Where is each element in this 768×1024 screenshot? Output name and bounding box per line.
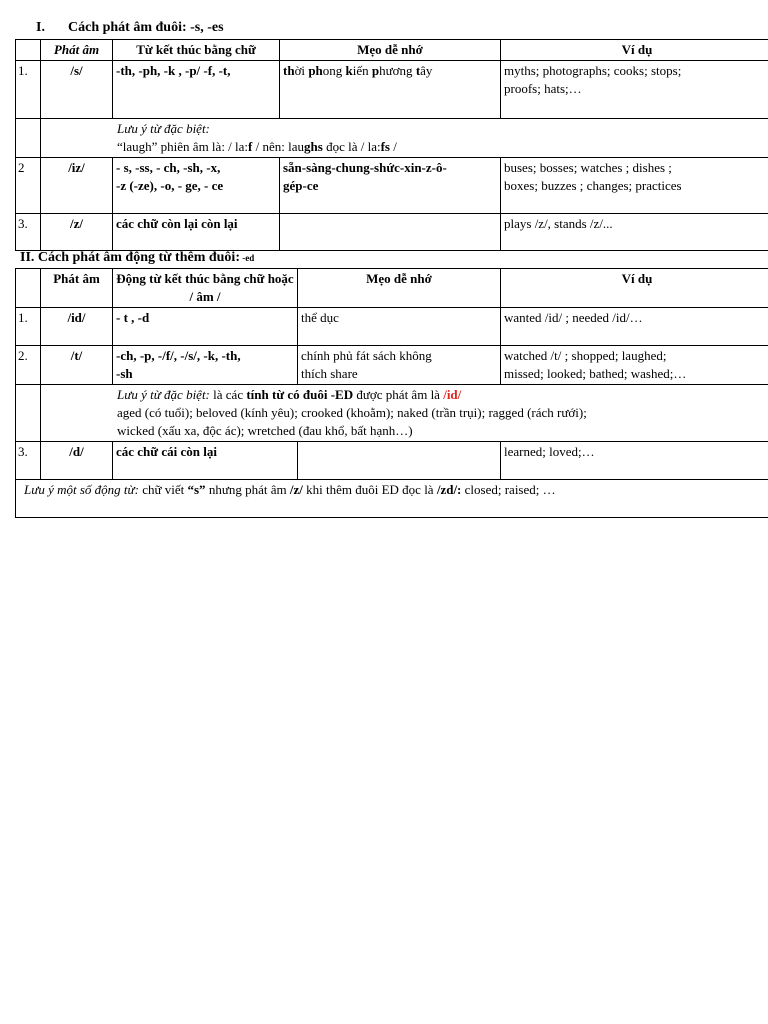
ending-line: -z (-ze), -o, - ge, - ce xyxy=(116,178,224,193)
row-number: 2. xyxy=(16,346,41,385)
tip-line: sẵn-sàng-chung-shức-xin-z-ô- xyxy=(283,160,447,175)
note-row xyxy=(16,385,768,442)
section-2-title-small: -ed xyxy=(240,253,255,263)
header-cell: Ví dụ xyxy=(501,40,768,61)
row-number: 1. xyxy=(16,308,41,346)
ending-line: -ch, -p, -/f/, -/s/, -k, -th, xyxy=(116,348,241,363)
table-row xyxy=(16,158,768,214)
note-part: /z/ xyxy=(289,482,303,497)
note-part: nhưng phát âm xyxy=(205,482,290,497)
note-line: aged (có tuổi); beloved (kính yêu); crooked (khoằm); naked (trần trụi); ragged (rách rưới); xyxy=(117,405,587,420)
tip-part: ây xyxy=(420,63,433,78)
tip-part: iến xyxy=(352,63,372,78)
tip-part: ph xyxy=(308,63,323,78)
tip-part: th xyxy=(283,63,295,78)
note-part: /zd/: xyxy=(436,482,462,497)
tip-line: gép-ce xyxy=(283,178,319,193)
example-cell xyxy=(501,158,768,214)
tip-part: ời xyxy=(294,63,309,78)
header-cell: Mẹo dễ nhớ xyxy=(298,269,501,308)
ending-cell: - t , -d xyxy=(113,308,298,346)
row-number: 3. xyxy=(16,214,41,251)
header-cell: Phát âm xyxy=(41,40,113,61)
note-highlight: /id/ xyxy=(443,387,462,402)
note-part: / xyxy=(389,139,397,154)
tip-part: ong xyxy=(322,63,346,78)
section-1-table xyxy=(15,39,768,251)
ending-cell: các chữ còn lại còn lại xyxy=(113,214,280,251)
header-cell: Phát âm xyxy=(41,269,113,308)
sound-cell: /s/ xyxy=(41,61,113,119)
tip-part: t xyxy=(415,63,421,78)
note-part: tính từ có đuôi -ED xyxy=(246,387,354,402)
table-header-row xyxy=(16,40,768,61)
note-row xyxy=(16,480,768,518)
note-part: closed; raised; … xyxy=(461,482,556,497)
example-cell: plays /z/, stands /z/... xyxy=(501,214,768,251)
ending-line: -sh xyxy=(116,366,133,381)
note-label: Lưu ý từ đặc biệt: xyxy=(117,387,210,402)
empty-cell xyxy=(16,119,41,158)
ending-cell: -th, -ph, -k , -p/ -f, -t, xyxy=(113,61,280,119)
section-2-table xyxy=(15,268,768,518)
tip-part: p xyxy=(371,63,380,78)
tip-part: k xyxy=(345,63,353,78)
note-part: đọc là / la: xyxy=(322,139,381,154)
section-1-title: Cách phát âm đuôi: -s, -es xyxy=(68,20,224,35)
table-row xyxy=(16,61,768,119)
note-row xyxy=(16,119,768,158)
note-part: ghs xyxy=(304,139,323,154)
example-cell xyxy=(501,61,768,119)
tip-cell xyxy=(280,158,501,214)
ending-cell: các chữ cái còn lại xyxy=(113,442,298,480)
note-line xyxy=(117,386,768,404)
tip-part: hương xyxy=(379,63,416,78)
note-label: Lưu ý một số động từ: xyxy=(24,482,139,497)
example-line: proofs; hats;… xyxy=(504,81,582,96)
tip-line: chính phủ fát sách không xyxy=(301,348,432,363)
tip-cell: thể dục xyxy=(298,308,501,346)
example-line: missed; looked; bathed; washed;… xyxy=(504,366,687,381)
row-number: 2 xyxy=(16,158,41,214)
note-part: được phát âm là xyxy=(353,387,444,402)
table-row xyxy=(16,346,768,385)
section-2-heading xyxy=(20,250,254,266)
sound-cell: /z/ xyxy=(41,214,113,251)
note-part: khi thêm đuôi ED đọc là xyxy=(302,482,437,497)
note-part: “s” xyxy=(187,482,206,497)
example-line: myths; photographs; cooks; stops; xyxy=(504,63,682,78)
header-cell: Ví dụ xyxy=(501,269,768,308)
example-cell: wanted /id/ ; needed /id/… xyxy=(501,308,768,346)
row-number: 1. xyxy=(16,61,41,119)
ending-cell xyxy=(113,158,280,214)
note-text xyxy=(117,138,768,156)
example-line: buses; bosses; watches ; dishes ; xyxy=(504,160,672,175)
example-line: watched /t/ ; shopped; laughed; xyxy=(504,348,667,363)
row-number: 3. xyxy=(16,442,41,480)
tip-line: thích share xyxy=(301,366,358,381)
note-part: f xyxy=(248,139,253,154)
example-cell xyxy=(501,346,768,385)
note-part: “laugh” phiên âm là: / la: xyxy=(117,139,249,154)
note-line: wicked (xấu xa, độc ác); wretched (đau khổ, bất hạnh…) xyxy=(117,423,413,438)
table-row xyxy=(16,442,768,480)
table-row xyxy=(16,214,768,251)
section-1-roman: I. xyxy=(36,20,45,35)
table-header-row xyxy=(16,269,768,308)
tip-cell xyxy=(280,61,501,119)
note-part: chữ viết xyxy=(138,482,188,497)
header-cell xyxy=(16,269,41,308)
note-part: / nên: lau xyxy=(252,139,305,154)
sound-cell: /t/ xyxy=(41,346,113,385)
ending-cell xyxy=(113,346,298,385)
table-row xyxy=(16,308,768,346)
sound-cell: /d/ xyxy=(41,442,113,480)
note-part: là các xyxy=(209,387,247,402)
tip-cell xyxy=(280,214,501,251)
header-cell: Mẹo dễ nhớ xyxy=(280,40,501,61)
note-cell xyxy=(41,119,768,158)
sound-cell: /id/ xyxy=(41,308,113,346)
empty-cell xyxy=(16,385,41,442)
header-cell: Động từ kết thúc bằng chữ hoặc / âm / xyxy=(113,269,298,308)
example-line: boxes; buzzes ; changes; practices xyxy=(504,178,682,193)
header-cell: Từ kết thúc bằng chữ xyxy=(113,40,280,61)
example-cell: learned; loved;… xyxy=(501,442,768,480)
tip-cell xyxy=(298,346,501,385)
sound-cell: /iz/ xyxy=(41,158,113,214)
note-part: fs xyxy=(380,139,390,154)
section-2-title: II. Cách phát âm động từ thêm đuôi: xyxy=(20,250,240,265)
note-cell xyxy=(41,385,768,442)
note-label: Lưu ý từ đặc biệt: xyxy=(117,121,210,136)
ending-line: - s, -ss, - ch, -sh, -x, xyxy=(116,160,221,175)
section-1-heading xyxy=(36,20,224,36)
tip-cell xyxy=(298,442,501,480)
header-cell xyxy=(16,40,41,61)
note-cell xyxy=(16,480,768,518)
